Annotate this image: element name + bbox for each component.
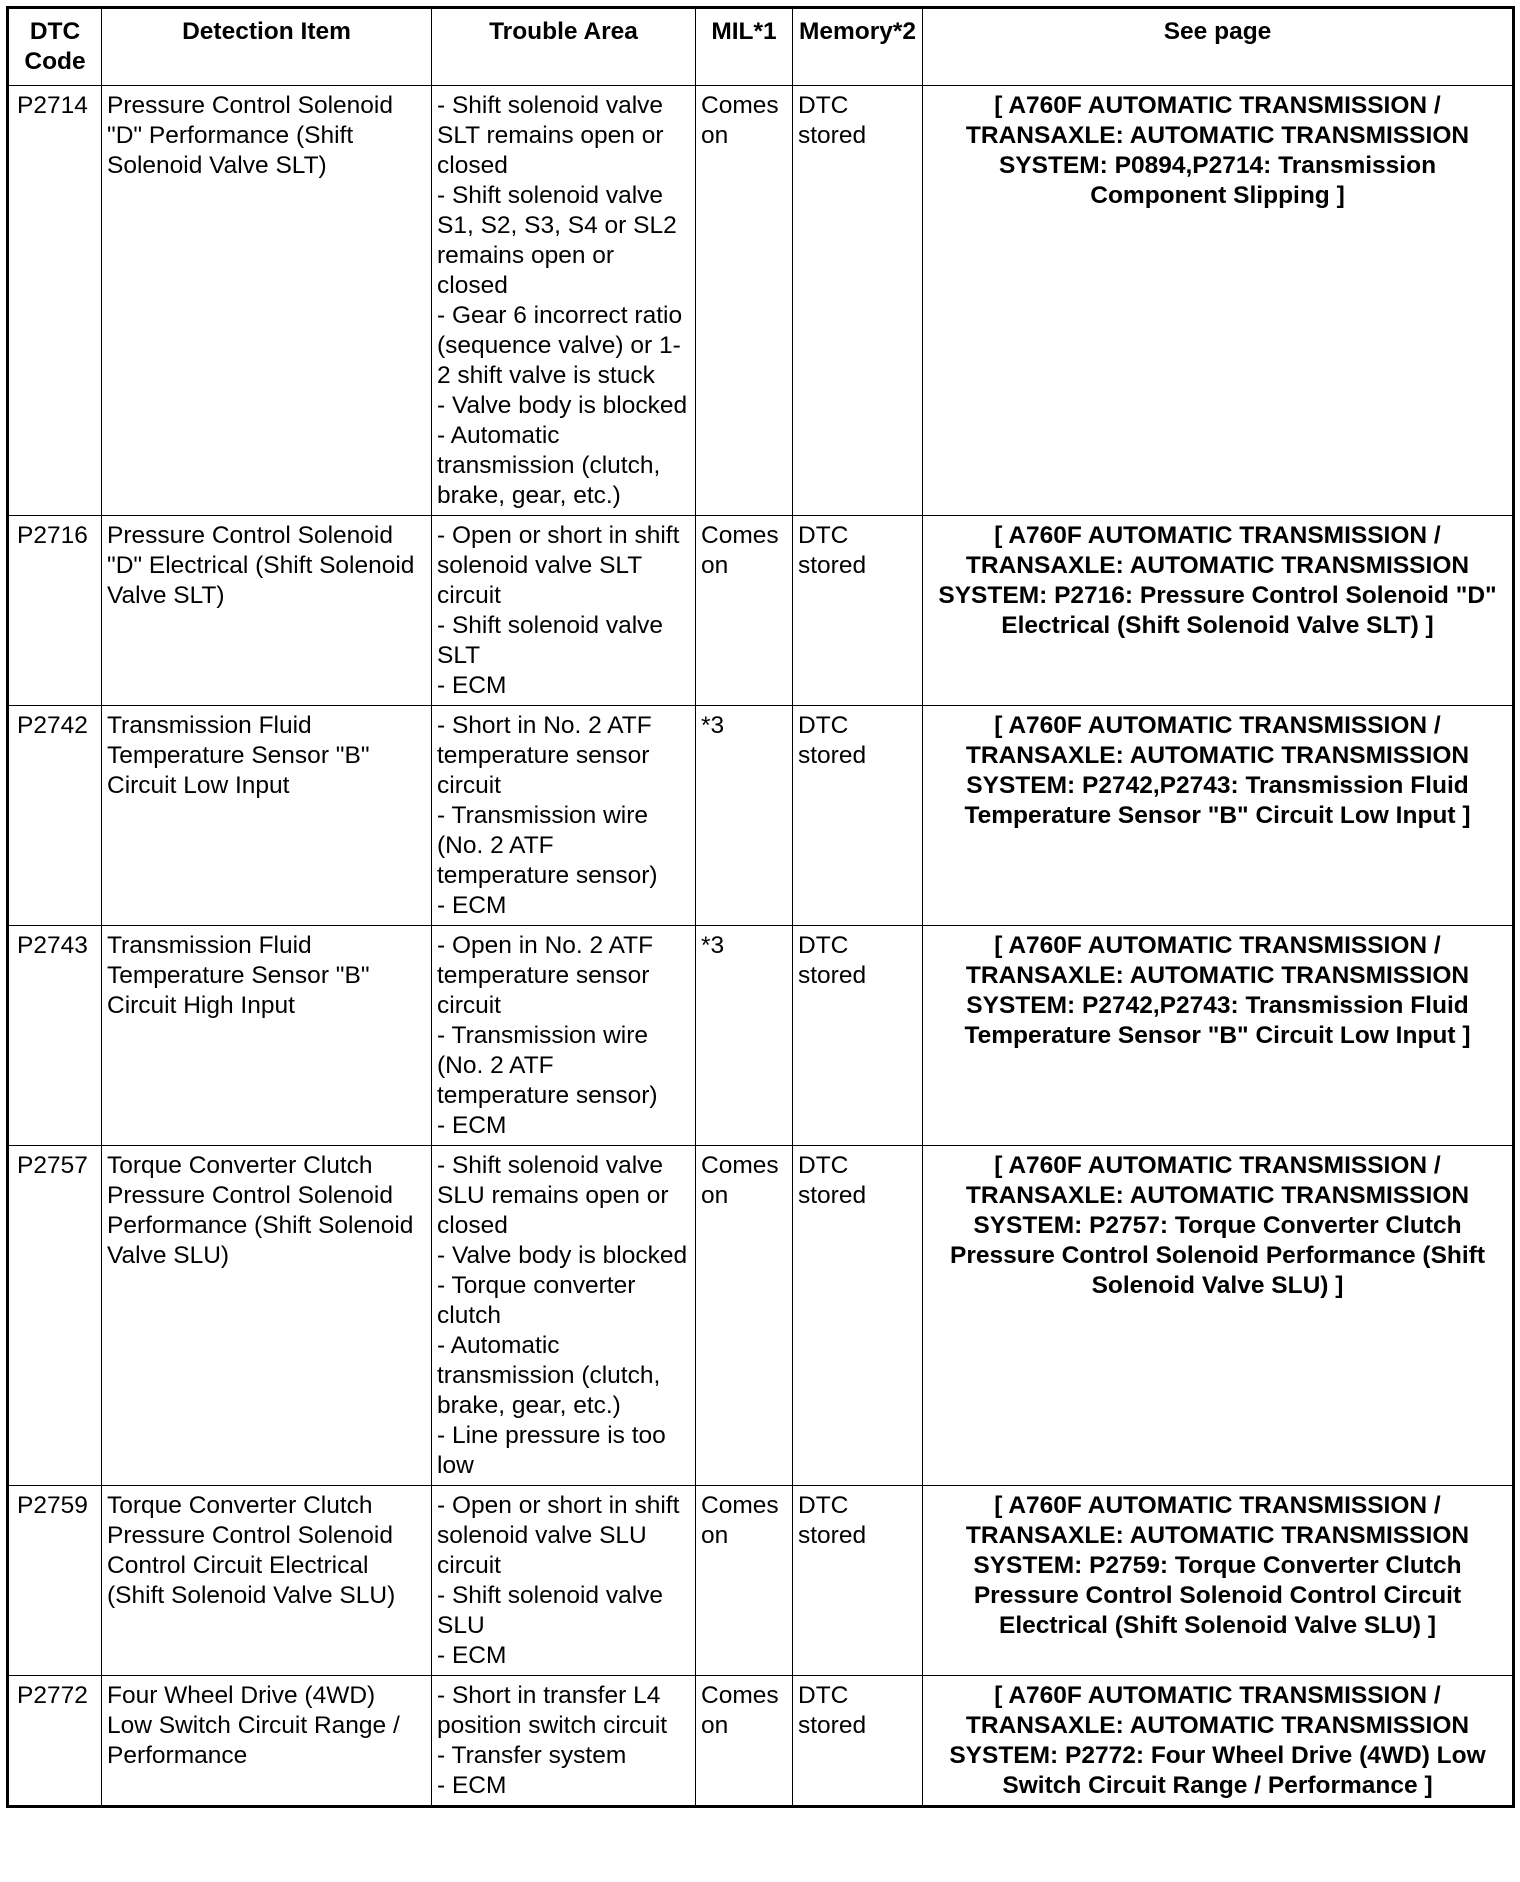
dtc-code-cell: P2716	[8, 516, 102, 706]
trouble-area-item: - Open in No. 2 ATF temperature sensor circuit	[437, 932, 654, 1019]
trouble-area-item: - Short in transfer L4 position switch circuit	[437, 1682, 668, 1739]
header-memory: Memory*2	[793, 8, 923, 86]
dtc-code-cell: P2759	[8, 1486, 102, 1676]
see-page-link[interactable]: [ A760F AUTOMATIC TRANSMISSION / TRANSAXLE: AUTOMATIC TRANSMISSION SYSTEM: P2716: Pressure Control Solenoid "D" Electrical (Shift Solenoid Valve SLT) ]	[923, 516, 1514, 706]
dtc-code-cell: P2714	[8, 86, 102, 516]
detection-item-cell: Torque Converter Clutch Pressure Control Solenoid Control Circuit Electrical (Shift Solenoid Valve SLU)	[102, 1486, 432, 1676]
memory-cell: DTC stored	[793, 86, 923, 516]
header-dtc-code: DTC Code	[8, 8, 102, 86]
mil-cell: Comes on	[696, 1676, 793, 1807]
trouble-area-item: - ECM	[437, 1112, 507, 1139]
trouble-area-item: - Automatic transmission (clutch, brake, gear, etc.)	[437, 422, 661, 509]
see-page-link[interactable]: [ A760F AUTOMATIC TRANSMISSION / TRANSAXLE: AUTOMATIC TRANSMISSION SYSTEM: P2772: Four Wheel Drive (4WD) Low Switch Circuit Range / Performance ]	[923, 1676, 1514, 1807]
table-row	[8, 1146, 1514, 1486]
mil-cell: *3	[696, 706, 793, 926]
trouble-area-item: - ECM	[437, 672, 507, 699]
trouble-area-item: - Shift solenoid valve SLU	[437, 1582, 664, 1639]
trouble-area-item: - Valve body is blocked	[437, 1242, 688, 1269]
table-row	[8, 1676, 1514, 1807]
mil-cell: Comes on	[696, 1146, 793, 1486]
memory-cell: DTC stored	[793, 1146, 923, 1486]
trouble-area-cell	[432, 516, 696, 706]
trouble-area-item: - Transmission wire (No. 2 ATF temperature sensor)	[437, 802, 658, 889]
trouble-area-item: - Open or short in shift solenoid valve SLU circuit	[437, 1492, 680, 1579]
trouble-area-item: - Automatic transmission (clutch, brake, gear, etc.)	[437, 1332, 661, 1419]
trouble-area-item: - Shift solenoid valve S1, S2, S3, S4 or SL2 remains open or closed	[437, 182, 677, 299]
trouble-area-item: - Line pressure is too low	[437, 1422, 666, 1479]
detection-item-cell: Torque Converter Clutch Pressure Control Solenoid Performance (Shift Solenoid Valve SLU)	[102, 1146, 432, 1486]
header-detection-item: Detection Item	[102, 8, 432, 86]
trouble-area-item: - Transfer system	[437, 1742, 627, 1769]
dtc-code-cell: P2757	[8, 1146, 102, 1486]
dtc-code-cell: P2772	[8, 1676, 102, 1807]
trouble-area-item: - Transmission wire (No. 2 ATF temperature sensor)	[437, 1022, 658, 1109]
table-row	[8, 86, 1514, 516]
table-row	[8, 1486, 1514, 1676]
trouble-area-item: - Short in No. 2 ATF temperature sensor circuit	[437, 712, 652, 799]
detection-item-cell: Pressure Control Solenoid "D" Electrical (Shift Solenoid Valve SLT)	[102, 516, 432, 706]
mil-cell: Comes on	[696, 1486, 793, 1676]
trouble-area-item: - Open or short in shift solenoid valve SLT circuit	[437, 522, 680, 609]
trouble-area-item: - Shift solenoid valve SLT	[437, 612, 664, 669]
memory-cell: DTC stored	[793, 926, 923, 1146]
trouble-area-cell	[432, 1146, 696, 1486]
header-mil: MIL*1	[696, 8, 793, 86]
mil-cell: Comes on	[696, 86, 793, 516]
detection-item-cell: Pressure Control Solenoid "D" Performance (Shift Solenoid Valve SLT)	[102, 86, 432, 516]
trouble-area-item: - ECM	[437, 892, 507, 919]
trouble-area-item: - ECM	[437, 1642, 507, 1669]
trouble-area-item: - Shift solenoid valve SLU remains open or closed	[437, 1152, 669, 1239]
see-page-link[interactable]: [ A760F AUTOMATIC TRANSMISSION / TRANSAXLE: AUTOMATIC TRANSMISSION SYSTEM: P2742,P2743: Transmission Fluid Temperature Sensor "B" Circuit Low Input ]	[923, 706, 1514, 926]
memory-cell: DTC stored	[793, 706, 923, 926]
header-row	[8, 8, 1514, 86]
detection-item-cell: Transmission Fluid Temperature Sensor "B" Circuit Low Input	[102, 706, 432, 926]
trouble-area-item: - Shift solenoid valve SLT remains open or closed	[437, 92, 664, 179]
mil-cell: *3	[696, 926, 793, 1146]
table-row	[8, 706, 1514, 926]
memory-cell: DTC stored	[793, 1486, 923, 1676]
detection-item-cell: Transmission Fluid Temperature Sensor "B" Circuit High Input	[102, 926, 432, 1146]
trouble-area-cell	[432, 1676, 696, 1807]
mil-cell: Comes on	[696, 516, 793, 706]
trouble-area-cell	[432, 86, 696, 516]
dtc-table-container	[6, 6, 1515, 1808]
table-row	[8, 926, 1514, 1146]
memory-cell: DTC stored	[793, 1676, 923, 1807]
see-page-link[interactable]: [ A760F AUTOMATIC TRANSMISSION / TRANSAXLE: AUTOMATIC TRANSMISSION SYSTEM: P2742,P2743: Transmission Fluid Temperature Sensor "B" Circuit Low Input ]	[923, 926, 1514, 1146]
detection-item-cell: Four Wheel Drive (4WD) Low Switch Circuit Range / Performance	[102, 1676, 432, 1807]
trouble-area-cell	[432, 1486, 696, 1676]
header-trouble-area: Trouble Area	[432, 8, 696, 86]
trouble-area-cell	[432, 926, 696, 1146]
header-see-page: See page	[923, 8, 1514, 86]
table-row	[8, 516, 1514, 706]
dtc-code-cell: P2743	[8, 926, 102, 1146]
see-page-link[interactable]: [ A760F AUTOMATIC TRANSMISSION / TRANSAXLE: AUTOMATIC TRANSMISSION SYSTEM: P2757: Torque Converter Clutch Pressure Control Solenoid Performance (Shift Solenoid Valve SLU) ]	[923, 1146, 1514, 1486]
see-page-link[interactable]: [ A760F AUTOMATIC TRANSMISSION / TRANSAXLE: AUTOMATIC TRANSMISSION SYSTEM: P0894,P2714: Transmission Component Slipping ]	[923, 86, 1514, 516]
trouble-area-item: - ECM	[437, 1772, 507, 1799]
trouble-area-cell	[432, 706, 696, 926]
dtc-code-cell: P2742	[8, 706, 102, 926]
trouble-area-item: - Torque converter clutch	[437, 1272, 636, 1329]
trouble-area-item: - Valve body is blocked	[437, 392, 688, 419]
dtc-table	[6, 6, 1515, 1808]
see-page-link[interactable]: [ A760F AUTOMATIC TRANSMISSION / TRANSAXLE: AUTOMATIC TRANSMISSION SYSTEM: P2759: Torque Converter Clutch Pressure Control Solenoid Control Circuit Electrical (Shift Solenoid Valve SLU) ]	[923, 1486, 1514, 1676]
trouble-area-item: - Gear 6 incorrect ratio (sequence valve) or 1-2 shift valve is stuck	[437, 302, 683, 389]
memory-cell: DTC stored	[793, 516, 923, 706]
